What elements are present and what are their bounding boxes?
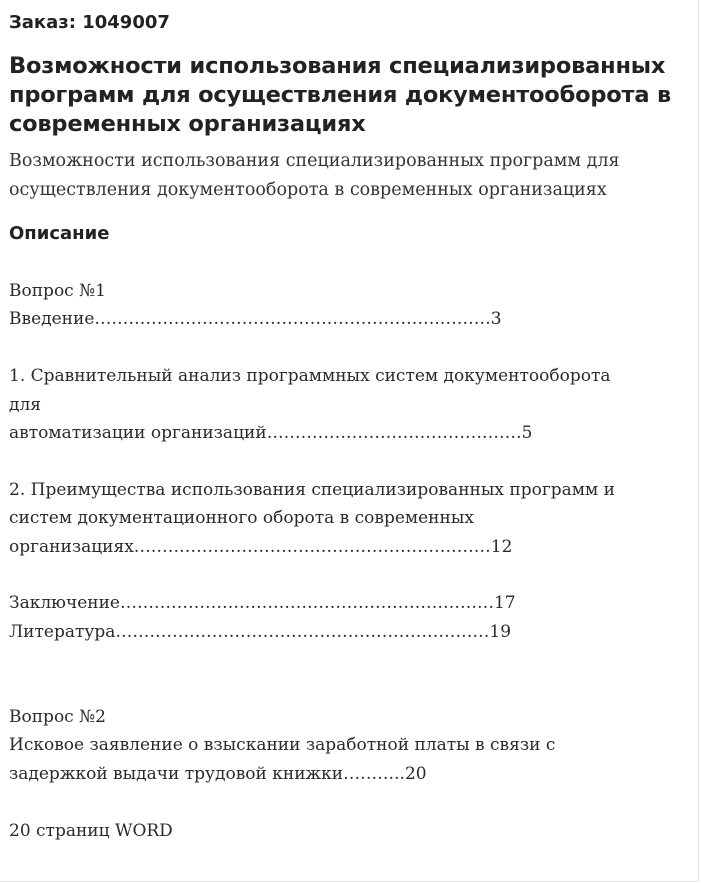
text-line: Вопрос №2 — [9, 707, 107, 728]
text-line: автоматизации организаций………………………………………5 — [9, 423, 533, 444]
description-heading: Описание — [9, 223, 110, 244]
text-line: задержкой выдачи трудовой книжки………..20 — [9, 763, 427, 784]
text-line: Литература…………………………………………………………19 — [9, 621, 512, 642]
document-content — [9, 10, 689, 845]
text-line — [9, 788, 689, 816]
text-line: систем документационного оборота в современных — [9, 508, 474, 529]
text-line: 20 страниц WORD — [9, 820, 173, 841]
text-line — [9, 646, 689, 674]
description-body — [9, 277, 689, 845]
text-line: Введение…………………………………………………….………3 — [9, 309, 502, 330]
text-line — [9, 675, 689, 703]
text-line: организациях………………………………………………………12 — [9, 536, 513, 557]
text-line — [9, 447, 689, 475]
order-number: Заказ: 1049007 — [9, 12, 170, 33]
text-line: 1. Сравнительный анализ программных систем документооборота — [9, 366, 611, 387]
text-line — [9, 334, 689, 362]
text-line: Заключение…………………………………………………………17 — [9, 593, 516, 614]
text-line: Исковое заявление о взыскании заработной платы в связи с — [9, 735, 556, 756]
text-line — [9, 561, 689, 589]
text-line: Вопрос №1 — [9, 281, 107, 301]
document-subtitle: Возможности использования специализированных программ для осуществления документооборота в современных организациях — [9, 151, 620, 200]
text-line: 2. Преимущества использования специализированных программ и — [9, 479, 615, 500]
document-title: Возможности использования специализированных программ для осуществления документооборота в современных организациях — [9, 53, 671, 137]
text-line: для — [9, 394, 41, 415]
